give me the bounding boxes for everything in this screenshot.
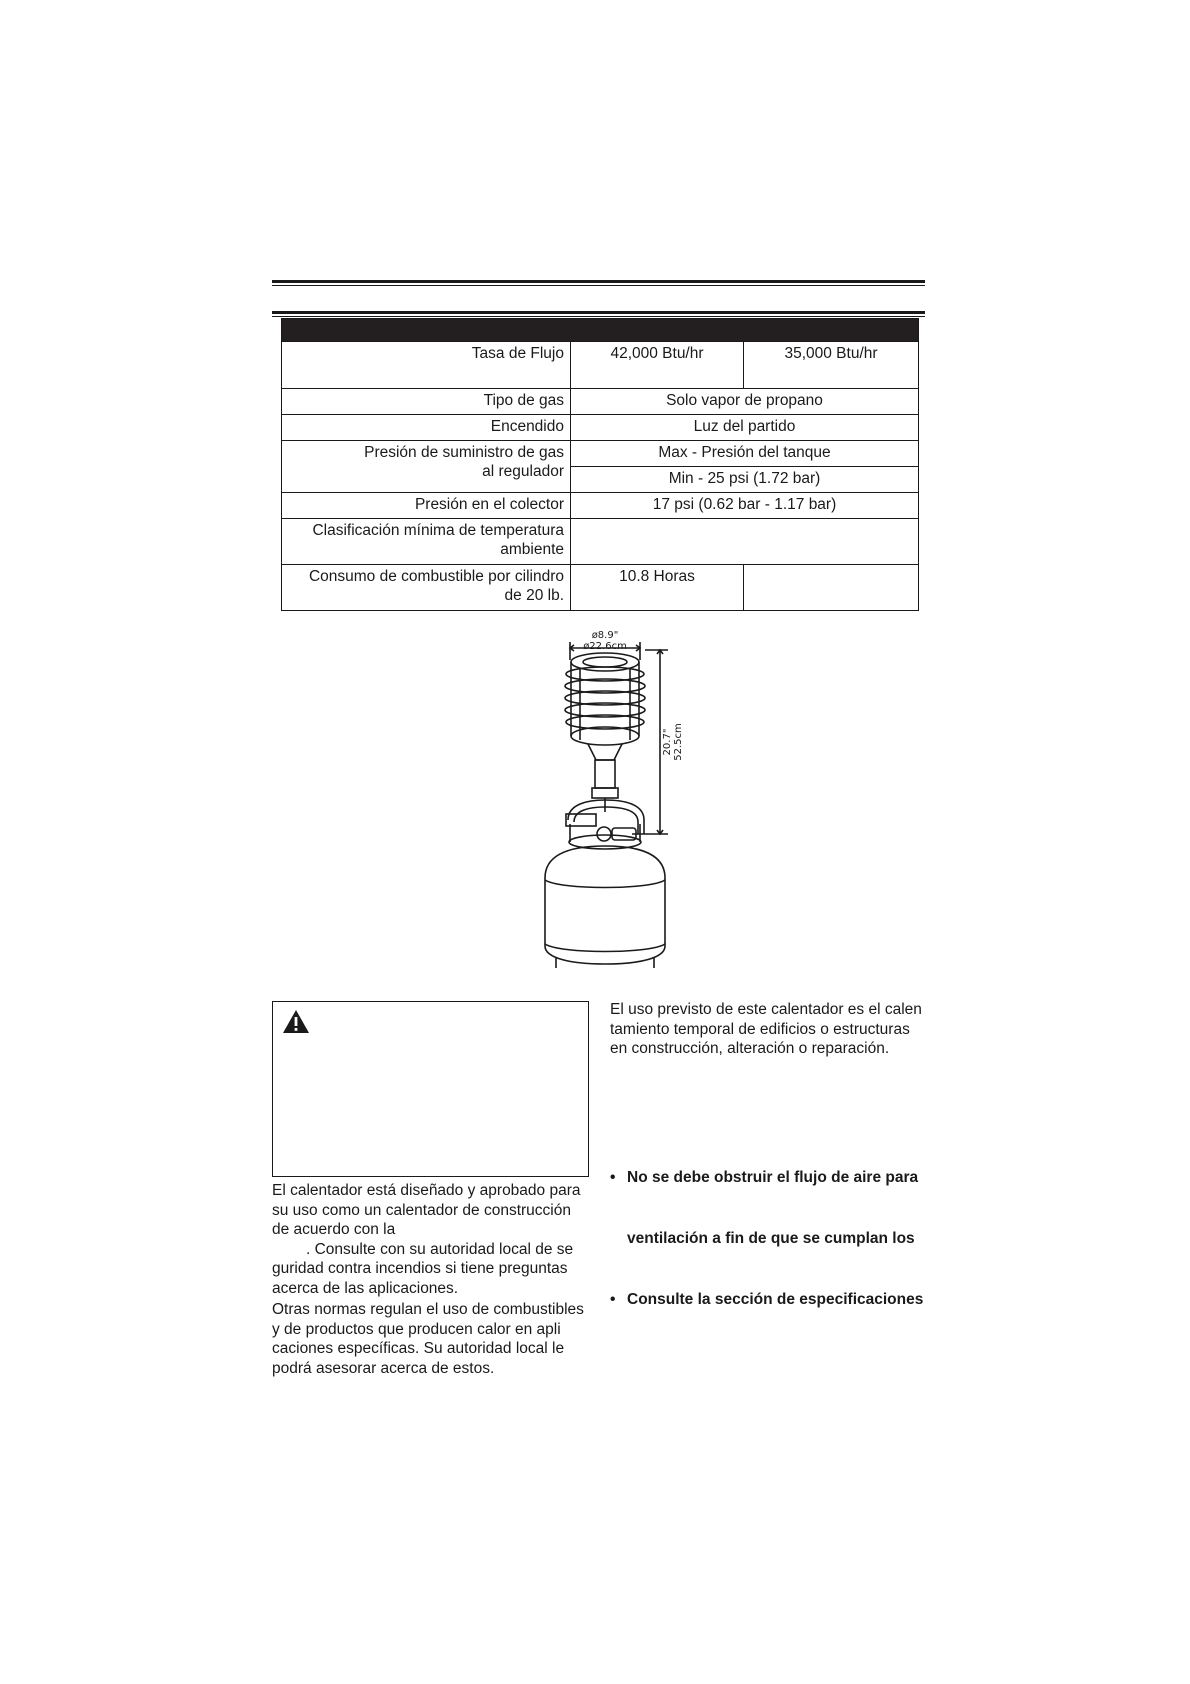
- text-line: tamiento temporal de edificios o estructuras: [610, 1020, 910, 1038]
- supply-pressure-label: [282, 441, 571, 493]
- text-line: guridad contra incendios si tiene preguntas: [272, 1260, 568, 1277]
- text-line: El uso previsto de este calentador es el calen: [610, 1001, 922, 1018]
- flow-rate-label: Tasa de Flujo: [282, 342, 571, 389]
- flow-rate-value-b: 35,000 Btu/hr: [744, 342, 919, 389]
- min-temp-label-line2: ambiente: [500, 541, 564, 558]
- heater-dimensions-diagram: [520, 628, 700, 968]
- airflow-bullet: [610, 1168, 926, 1268]
- table-row: [282, 565, 919, 611]
- airflow-bullet-line2: ventilación a fin de que se cumplan los: [627, 1230, 915, 1247]
- bullet-dot-icon: •: [610, 1169, 616, 1186]
- specifications-bullet-text: Consulte la sección de especificaciones: [627, 1291, 924, 1308]
- table-row: [282, 519, 919, 565]
- table-row: [282, 441, 919, 467]
- fuel-consumption-label-line1: Consumo de combustible por cilindro: [308, 568, 564, 585]
- table-row: [282, 415, 919, 441]
- flow-rate-value-a: 42,000 Btu/hr: [571, 342, 744, 389]
- diameter-cm-label: ø22.6cm: [583, 641, 627, 652]
- ignition-value: Luz del partido: [571, 415, 919, 441]
- diameter-inches-label: ø8.9": [591, 630, 619, 641]
- text-line: su uso como un calentador de construcción: [272, 1201, 571, 1219]
- text-line: podrá asesorar acerca de estos.: [272, 1359, 495, 1377]
- warning-triangle-icon: [282, 1009, 310, 1034]
- text-line: El calentador está diseñado y aprobado para: [272, 1182, 581, 1199]
- text-line: de acuerdo con la: [272, 1221, 396, 1238]
- table-header-bar: [282, 319, 919, 342]
- airflow-bullet-line1: No se debe obstruir el flujo de aire para: [627, 1169, 919, 1186]
- text-line: en construcción, alteración o reparación.: [610, 1040, 890, 1057]
- text-line: caciones específicas. Su autoridad local le: [272, 1340, 565, 1357]
- gas-type-label: Tipo de gas: [282, 389, 571, 415]
- table-top-rule-thick: [272, 311, 925, 314]
- fuel-consumption-value-a: 10.8 Horas: [571, 565, 744, 611]
- min-temp-label-line1: Clasificación mínima de temperatura: [312, 522, 564, 539]
- gas-type-value: Solo vapor de propano: [571, 389, 919, 415]
- text-line: y de productos que producen calor en apli: [272, 1320, 561, 1338]
- specifications-bullet: [610, 1290, 926, 1310]
- text-line: acerca de las aplicaciones.: [272, 1279, 459, 1297]
- height-inches-label: 20.7": [662, 728, 673, 756]
- other-norms-paragraph: [272, 1300, 588, 1378]
- fuel-consumption-value-b: [744, 565, 919, 611]
- supply-pressure-min: Min - 25 psi (1.72 bar): [571, 467, 919, 493]
- bullet-dot-icon: •: [610, 1291, 616, 1308]
- fuel-consumption-label-line2: de 20 lb.: [504, 587, 564, 604]
- supply-pressure-label-line2: al regulador: [482, 463, 564, 480]
- manifold-pressure-label: Presión en el colector: [282, 493, 571, 519]
- min-temp-label: [282, 519, 571, 565]
- specifications-table: [281, 318, 919, 611]
- manifold-pressure-value: 17 psi (0.62 bar - 1.17 bar): [571, 493, 919, 519]
- top-rule-thin: [272, 285, 925, 286]
- text-line: . Consulte con su autoridad local de se: [306, 1240, 574, 1258]
- fuel-consumption-label: [282, 565, 571, 611]
- table-row: [282, 493, 919, 519]
- table-row: [282, 342, 919, 389]
- height-cm-label: 52.5cm: [673, 723, 684, 761]
- ignition-label: Encendido: [282, 415, 571, 441]
- text-line: Otras normas regulan el uso de combustibles: [272, 1301, 584, 1318]
- supply-pressure-label-line1: Presión de suministro de gas: [364, 444, 564, 461]
- table-top-rule-thin: [272, 316, 925, 317]
- approval-paragraph: [272, 1181, 588, 1298]
- warning-box: [272, 1001, 589, 1177]
- supply-pressure-max: Max - Presión del tanque: [571, 441, 919, 467]
- intended-use-paragraph: [610, 1000, 926, 1059]
- min-temp-value: [571, 519, 919, 565]
- table-row: [282, 389, 919, 415]
- top-rule-thick: [272, 280, 925, 283]
